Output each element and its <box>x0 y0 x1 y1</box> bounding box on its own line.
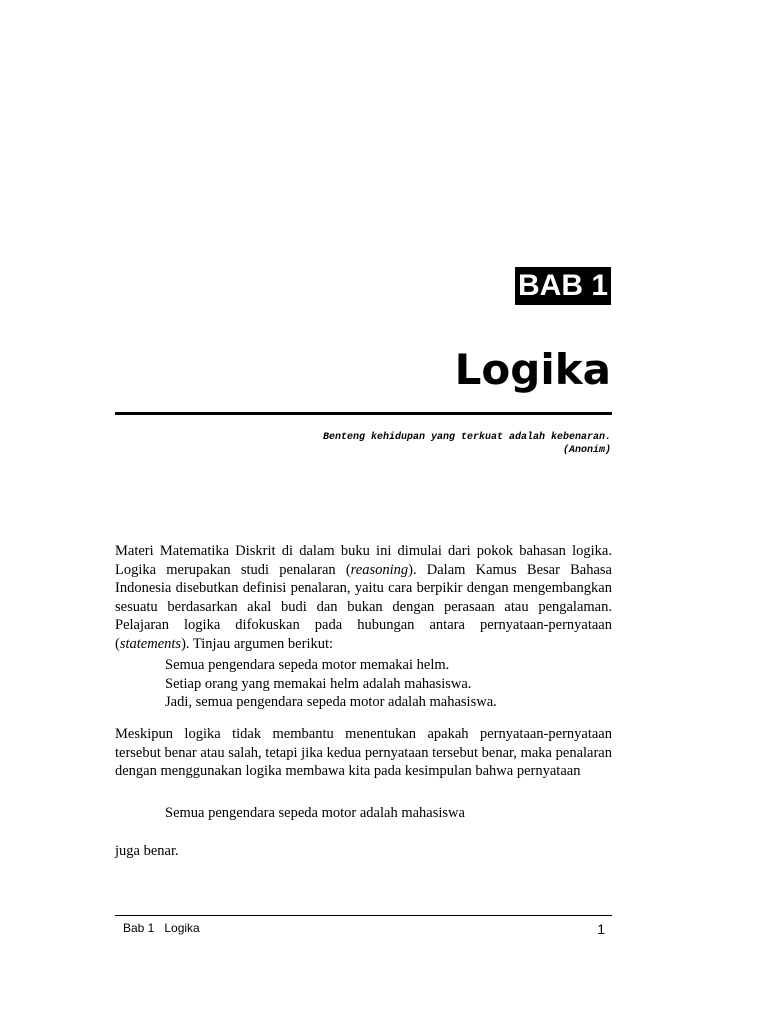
term-statements: statements <box>119 635 182 652</box>
epigraph-attribution: (Anonim) <box>562 445 611 456</box>
argument-line: Semua pengendara sepeda motor memakai helm. <box>165 657 450 673</box>
chapter-title: Logika <box>454 345 611 394</box>
term-reasoning: reasoning <box>350 561 409 578</box>
argument-line: Setiap orang yang memakai helm adalah mahasiswa. <box>165 675 472 692</box>
title-divider <box>115 412 612 415</box>
conclusion-text: Semua pengendara sepeda motor adalah mahasiswa <box>165 805 465 821</box>
chapter-number-badge: BAB 1 <box>515 267 611 305</box>
explanation-paragraph <box>115 725 612 781</box>
footer-divider <box>115 915 612 916</box>
intro-text-1: Materi Matematika Diskrit di dalam buku ini dimulai dari pokok bahasan logika. Logika merupakan studi penalaran ( <box>115 543 612 578</box>
argument-line: Jadi, semua pengendara sepeda motor adalah mahasiswa. <box>165 694 497 710</box>
closing-text: juga benar. <box>115 843 179 859</box>
epigraph-quote: Benteng kehidupan yang terkuat adalah kebenaran. <box>322 432 611 443</box>
conclusion-statement <box>165 804 612 823</box>
intro-text-3: ). Tinjau argumen berikut: <box>181 635 334 652</box>
footer-chapter-label: Bab 1 Logika <box>123 921 200 935</box>
intro-text-2: ). Dalam Kamus Besar Bahasa Indonesia disebutkan definisi penalaran, yaitu cara berpikir dengan mengembangkan sesuatu berdasarkan akal budi dan bukan dengan perasaan atau pengalaman. Pelajaran logika difokuskan pada hubungan antara pernyataan-pernyataan ( <box>115 561 612 652</box>
explanation-text: Meskipun logika tidak membantu menentukan apakah pernyataan-pernyataan tersebut benar atau salah, tetapi jika kedua pernyataan tersebut benar, maka penalaran dengan menggunakan logika membawa kita pada kesimpulan bahwa pernyataan <box>115 726 612 779</box>
argument-block <box>165 656 612 712</box>
epigraph <box>191 431 611 457</box>
intro-paragraph <box>115 542 612 653</box>
closing-paragraph <box>115 842 612 861</box>
page-number: 1 <box>597 921 605 937</box>
